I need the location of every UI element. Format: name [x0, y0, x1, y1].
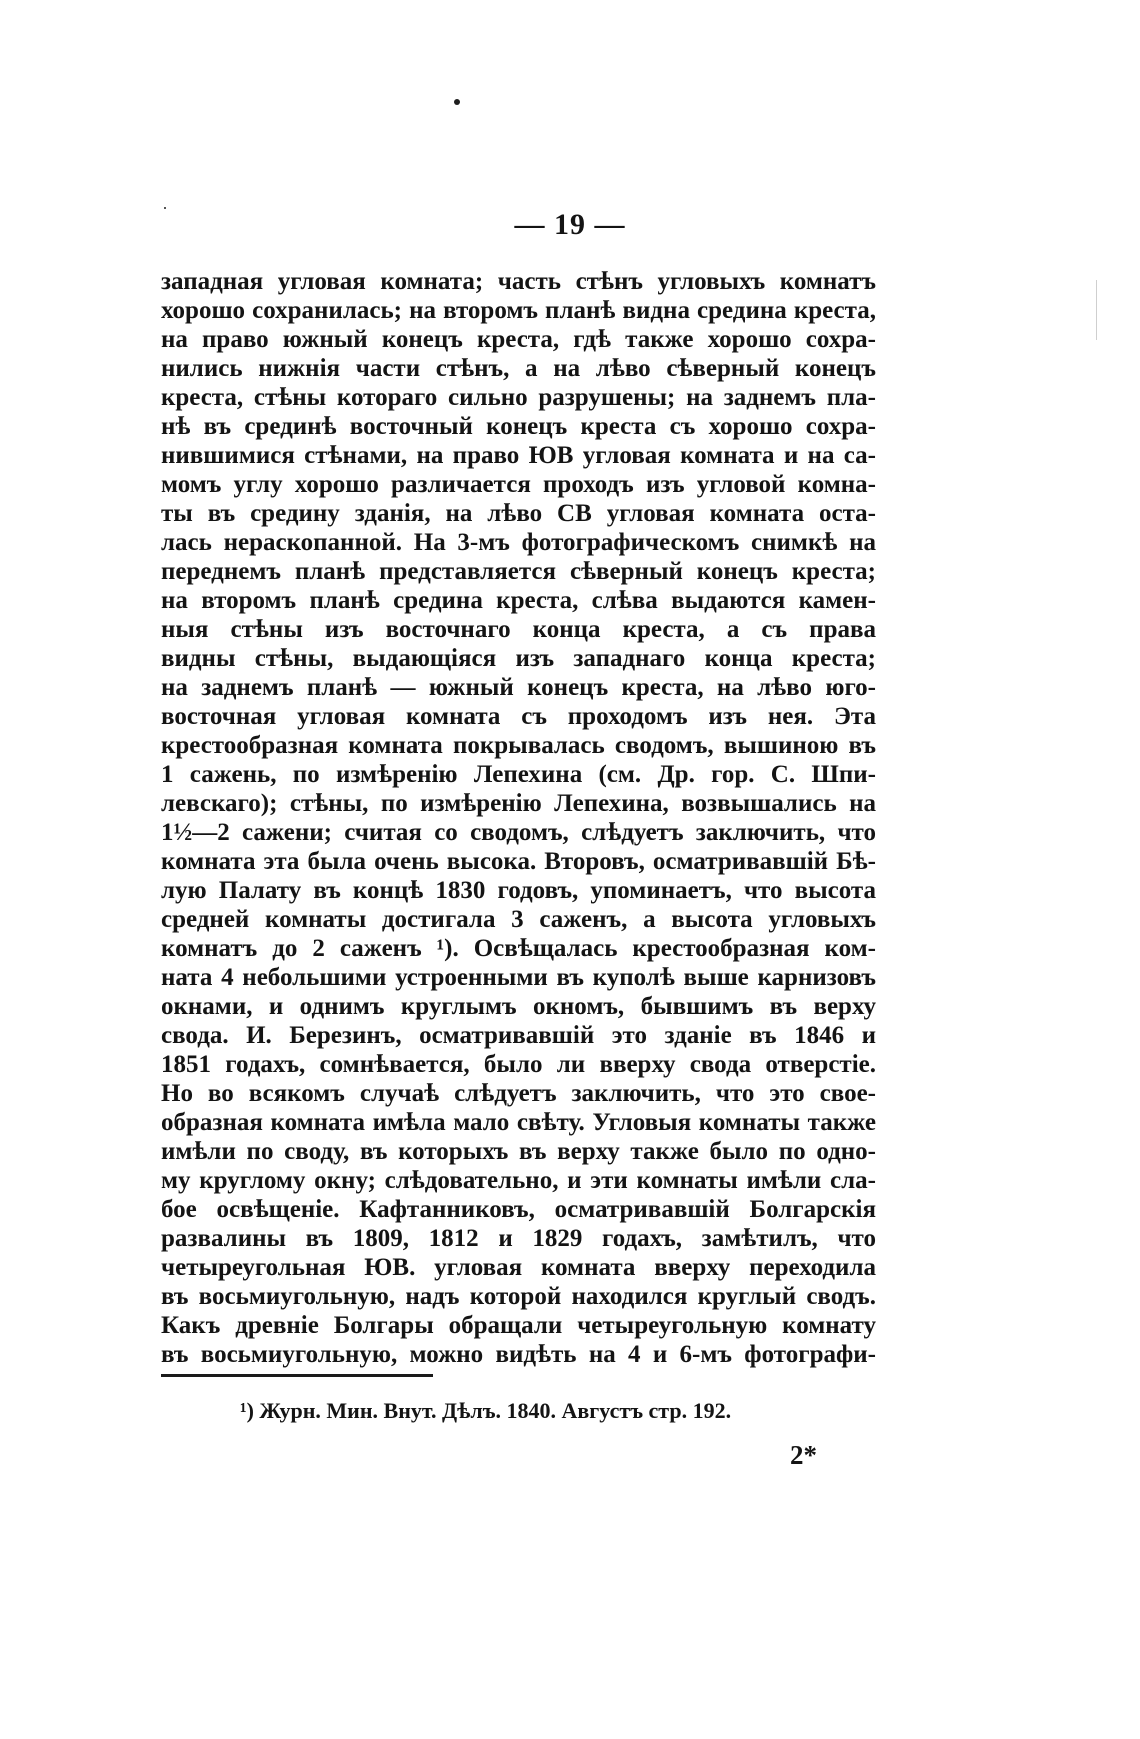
text-line: имѣли по своду, въ которыхъ въ верху также было по одно- — [161, 1138, 876, 1165]
text-line: на право южный конецъ креста, гдѣ также хорошо сохра- — [161, 326, 876, 353]
text-line: ныя стѣны изъ восточнаго конца креста, а съ права — [161, 616, 876, 643]
text-line: въ восьмиугольную, можно видѣть на 4 и 6-мъ фотографи- — [161, 1341, 876, 1368]
text-line: комнатъ до 2 саженъ ¹). Освѣщалась крестообразная ком- — [161, 935, 876, 962]
footnote-rule — [161, 1374, 433, 1377]
text-line: видны стѣны, выдающіяся изъ западнаго конца креста; — [161, 645, 876, 672]
text-line: ты въ средину зданія, на лѣво СВ угловая комната оста- — [161, 500, 876, 527]
text-line: хорошо сохранилась; на второмъ планѣ видна средина креста, — [161, 297, 876, 324]
page-number: — 19 — — [514, 208, 626, 241]
text-line: 1½—2 сажени; считая со сводомъ, слѣдуетъ заключить, что — [161, 819, 876, 846]
text-line: нились нижнія части стѣнъ, а на лѣво сѣверный конецъ — [161, 355, 876, 382]
scan-margin-mark — [1096, 280, 1097, 340]
text-line: 1 сажень, по измѣренію Лепехина (см. Др. гор. С. Шпи- — [161, 761, 876, 788]
text-line: четыреугольная ЮВ. угловая комната вверху переходила — [161, 1254, 876, 1281]
text-line: левскаго); стѣны, по измѣренію Лепехина, возвышались на — [161, 790, 876, 817]
text-line: нѣ въ срединѣ восточный конецъ креста съ хорошо сохра- — [161, 413, 876, 440]
text-line: въ восьмиугольную, надъ которой находился круглый сводъ. — [161, 1283, 876, 1310]
text-line: на заднемъ планѣ — южный конецъ креста, на лѣво юго- — [161, 674, 876, 701]
text-line: на второмъ планѣ средина креста, слѣва выдаются камен- — [161, 587, 876, 614]
text-line: западная угловая комната; часть стѣнъ угловыхъ комнатъ — [161, 268, 876, 295]
text-line: бое освѣщеніе. Кафтанниковъ, осматривавшій Болгарскія — [161, 1196, 876, 1223]
text-line: окнами, и однимъ круглымъ окномъ, бывшимъ въ верху — [161, 993, 876, 1020]
text-line: ната 4 небольшими устроенными въ куполѣ выше карнизовъ — [161, 964, 876, 991]
text-line: му круглому окну; слѣдовательно, и эти комнаты имѣли сла- — [161, 1167, 876, 1194]
text-line: лую Палату въ концѣ 1830 годовъ, упоминаетъ, что высота — [161, 877, 876, 904]
text-line: комната эта была очень высока. Второвъ, осматривавшій Бѣ- — [161, 848, 876, 875]
text-line: развалины въ 1809, 1812 и 1829 годахъ, замѣтилъ, что — [161, 1225, 876, 1252]
signature-mark: 2* — [790, 1440, 817, 1470]
text-line: креста, стѣны котораго сильно разрушены; на заднемъ пла- — [161, 384, 876, 411]
text-line: крестообразная комната покрывалась сводомъ, вышиною въ — [161, 732, 876, 759]
body-text — [161, 267, 876, 1369]
text-line: нившимися стѣнами, на право ЮВ угловая комната и на са- — [161, 442, 876, 469]
text-line: Но во всякомъ случаѣ слѣдуетъ заключить, что это свое- — [161, 1080, 876, 1107]
text-line: Какъ древніе Болгары обращали четыреугольную комнату — [161, 1312, 876, 1339]
scan-speck — [454, 99, 460, 105]
text-line: восточная угловая комната съ проходомъ изъ нея. Эта — [161, 703, 876, 730]
text-line: свода. И. Березинъ, осматривавшій это зданіе въ 1846 и — [161, 1022, 876, 1049]
footnote: ¹) Журн. Мин. Внут. Дѣлъ. 1840. Августъ стр. 192. — [240, 1398, 732, 1423]
text-line: 1851 годахъ, сомнѣвается, было ли вверху свода отверстіе. — [161, 1051, 876, 1078]
text-line: переднемъ планѣ представляется сѣверный конецъ креста; — [161, 558, 876, 585]
text-line: момъ углу хорошо различается проходъ изъ угловой комна- — [161, 471, 876, 498]
text-line: средней комнаты достигала 3 саженъ, а высота угловыхъ — [161, 906, 876, 933]
text-line: образная комната имѣла мало свѣту. Угловыя комнаты также — [161, 1109, 876, 1136]
text-line: лась нераскопанной. На 3-мъ фотографическомъ снимкѣ на — [161, 529, 876, 556]
